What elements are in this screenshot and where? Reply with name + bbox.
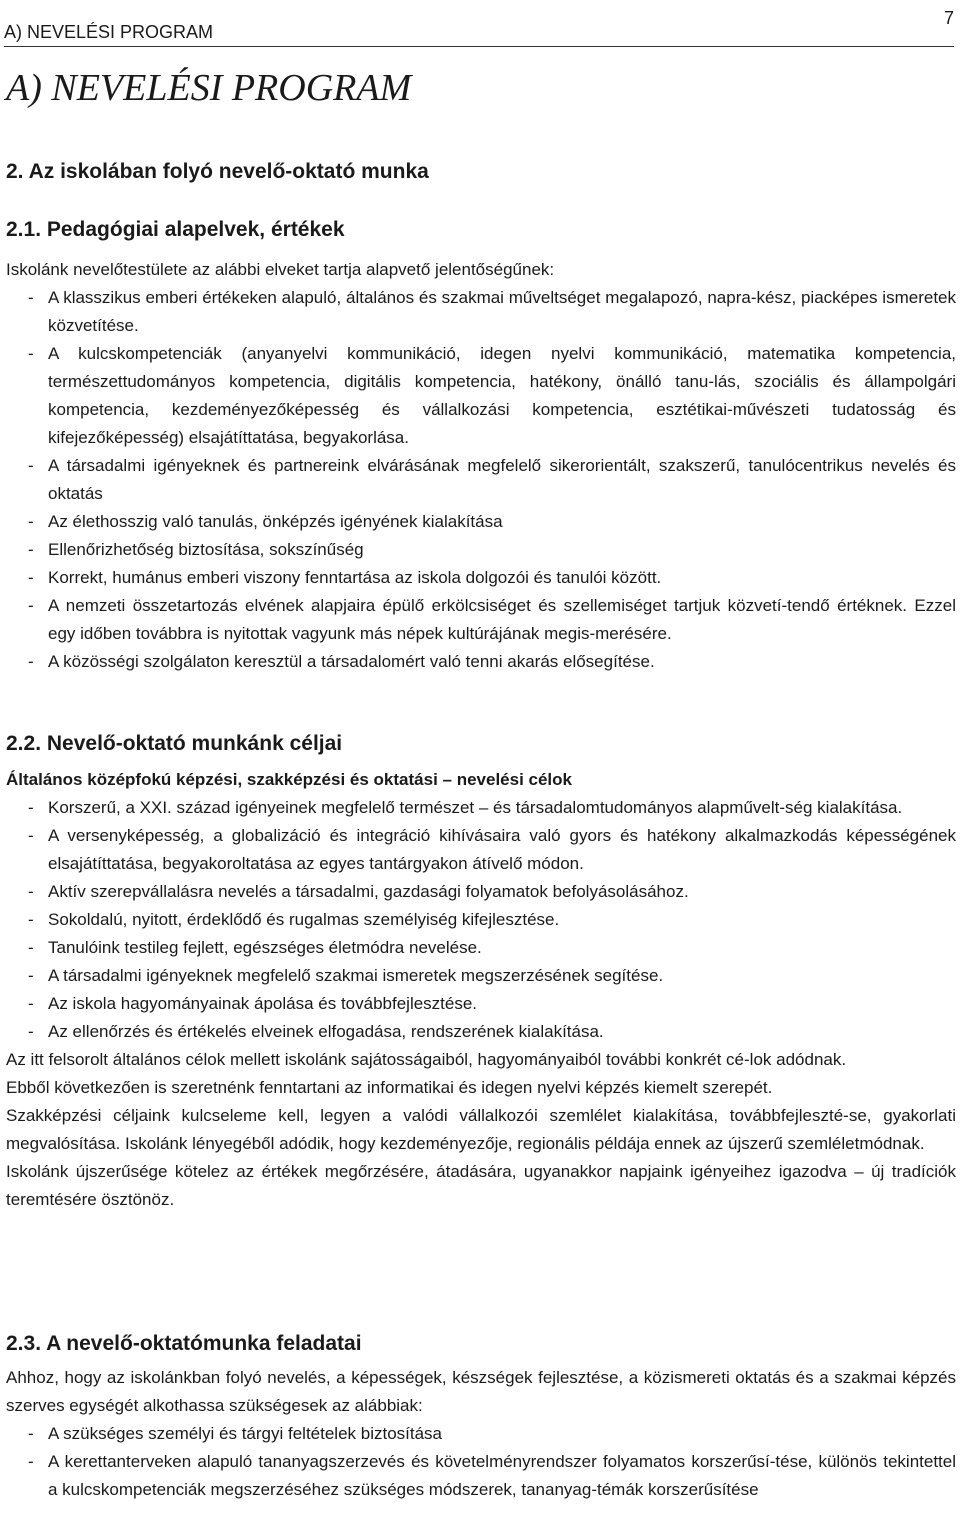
section-2-1-heading: 2.1. Pedagógiai alapelvek, értékek (6, 218, 345, 241)
list-item: - Az ellenőrzés és értékelés elveinek elfogadása, rendszerének kialakítása. (28, 1022, 604, 1041)
paragraph: Iskolánk újszerűsége kötelez az értékek megőrzésére, átadására, ugyanakkor napjaink igényeihez igazodva – új tradíciók teremtésére ösztönöz. (6, 1162, 956, 1209)
page-number: 7 (943, 8, 954, 28)
section-2-3-body (6, 1364, 956, 1504)
list-item: - Aktív szerepvállalásra nevelés a társadalmi, gazdasági folyamatok befolyásolásához. (28, 882, 689, 901)
paragraph: Az itt felsorolt általános célok mellett iskolánk sajátosságaiból, hagyományaiból további konkrét cé-lok adódnak. (6, 1050, 847, 1069)
section-2-2-subheading: Általános középfokú képzési, szakképzési és oktatási – nevelési célok (6, 770, 572, 789)
section-2-2-body (6, 766, 956, 1214)
paragraph: Szakképzési céljaink kulcseleme kell, legyen a valódi vállalkozói szemlélet kialakítása, továbbfejleszté-se, gyakorlati megvalósítása. Iskolánk lényegéből adódik, hogy kezdeményezője, regionális példája ennek az újszerű szemléletmódnak. (6, 1106, 956, 1153)
list-item: - A kerettanterveken alapuló tananyagszerzevés és követelményrendszer folyamatos korszerűsí-tése, különös tekintettel a kulcskompetenciák megszerzéséhez szükséges módszerek, tananyag-témák korszerűsítése (28, 1452, 956, 1499)
page-header (4, 8, 954, 47)
section-2-3-intro: Ahhoz, hogy az iskolánkban folyó nevelés, a képességek, készségek fejlesztése, a közismereti oktatás és a szakmai képzés szerves egységét alkothassa szükségesek az alábbiak: (6, 1368, 956, 1415)
paragraph: Ebből következően is szeretnénk fenntartani az informatikai és idegen nyelvi képzés kiemelt szerepét. (6, 1078, 773, 1097)
list-item: - Tanulóink testileg fejlett, egészséges életmódra nevelése. (28, 938, 482, 957)
list-item: - A közösségi szolgálaton keresztül a társadalomért való tenni akarás elősegítése. (28, 652, 655, 671)
section-2-3-heading: 2.3. A nevelő-oktatómunka feladatai (6, 1332, 362, 1355)
section-2-2-heading: 2.2. Nevelő-oktató munkánk céljai (6, 732, 343, 755)
main-title: A) NEVELÉSI PROGRAM (6, 67, 412, 109)
list-item: - Az iskola hagyományainak ápolása és továbbfejlesztése. (28, 994, 478, 1013)
list-item: - Ellenőrizhetőség biztosítása, sokszínűség (28, 540, 364, 559)
list-item: - A klasszikus emberi értékeken alapuló, általános és szakmai műveltséget megalapozó, napra-kész, piacképes ismeretek közvetítése. (28, 288, 956, 335)
section-2-1-body (6, 256, 956, 676)
list-item: - Korszerű, a XXI. század igényeinek megfelelő természet – és társadalomtudományos alapművelt-ség kialakítása. (28, 798, 903, 817)
list-item: - Sokoldalú, nyitott, érdeklődő és rugalmas személyiség kifejlesztése. (28, 910, 560, 929)
list-item: - Korrekt, humánus emberi viszony fenntartása az iskola dolgozói és tanulói között. (28, 568, 662, 587)
section-2-1-intro: Iskolánk nevelőtestülete az alábbi elveket tartja alapvető jelentőségűnek: (6, 260, 555, 279)
list-item: - A társadalmi igényeknek megfelelő szakmai ismeretek megszerzésének segítése. (28, 966, 664, 985)
list-item: - Az élethosszig való tanulás, önképzés igényének kialakítása (28, 512, 503, 531)
section-2-heading: 2. Az iskolában folyó nevelő-oktató munka (6, 160, 429, 183)
list-item: - A kulcskompetenciák (anyanyelvi kommunikáció, idegen nyelvi kommunikáció, matematika kompetencia, természettudományos kompetencia, digitális kompetencia, hatékony, önálló tanu-lás, szociális és állampolgári kompetencia, kezdeményezőképesség és vállalkozási kompetencia, esztétikai-művészeti tudatosság és kifejezőképesség) elsajátíttatása, begyakorlása. (28, 344, 956, 447)
header-title: A) NEVELÉSI PROGRAM (4, 22, 214, 42)
list-item: - A versenyképesség, a globalizáció és integráció kihívásaira való gyors és hatékony alkalmazkodás képességének elsajátíttatása, begyakoroltatása az egyes tantárgyakon átívelő módon. (28, 826, 956, 873)
list-item: - A szükséges személyi és tárgyi feltételek biztosítása (28, 1424, 443, 1443)
list-item: - A nemzeti összetartozás elvének alapjaira épülő erkölcsiséget és szellemiséget tartjuk közvetí-tendő értéknek. Ezzel egy időben továbbra is nyitottak vagyunk más népek kultúrájának megis-merésére. (28, 596, 956, 643)
list-item: - A társadalmi igényeknek és partnereink elvárásának megfelelő sikerorientált, szakszerű, tanulócentrikus nevelés és oktatás (28, 456, 956, 503)
